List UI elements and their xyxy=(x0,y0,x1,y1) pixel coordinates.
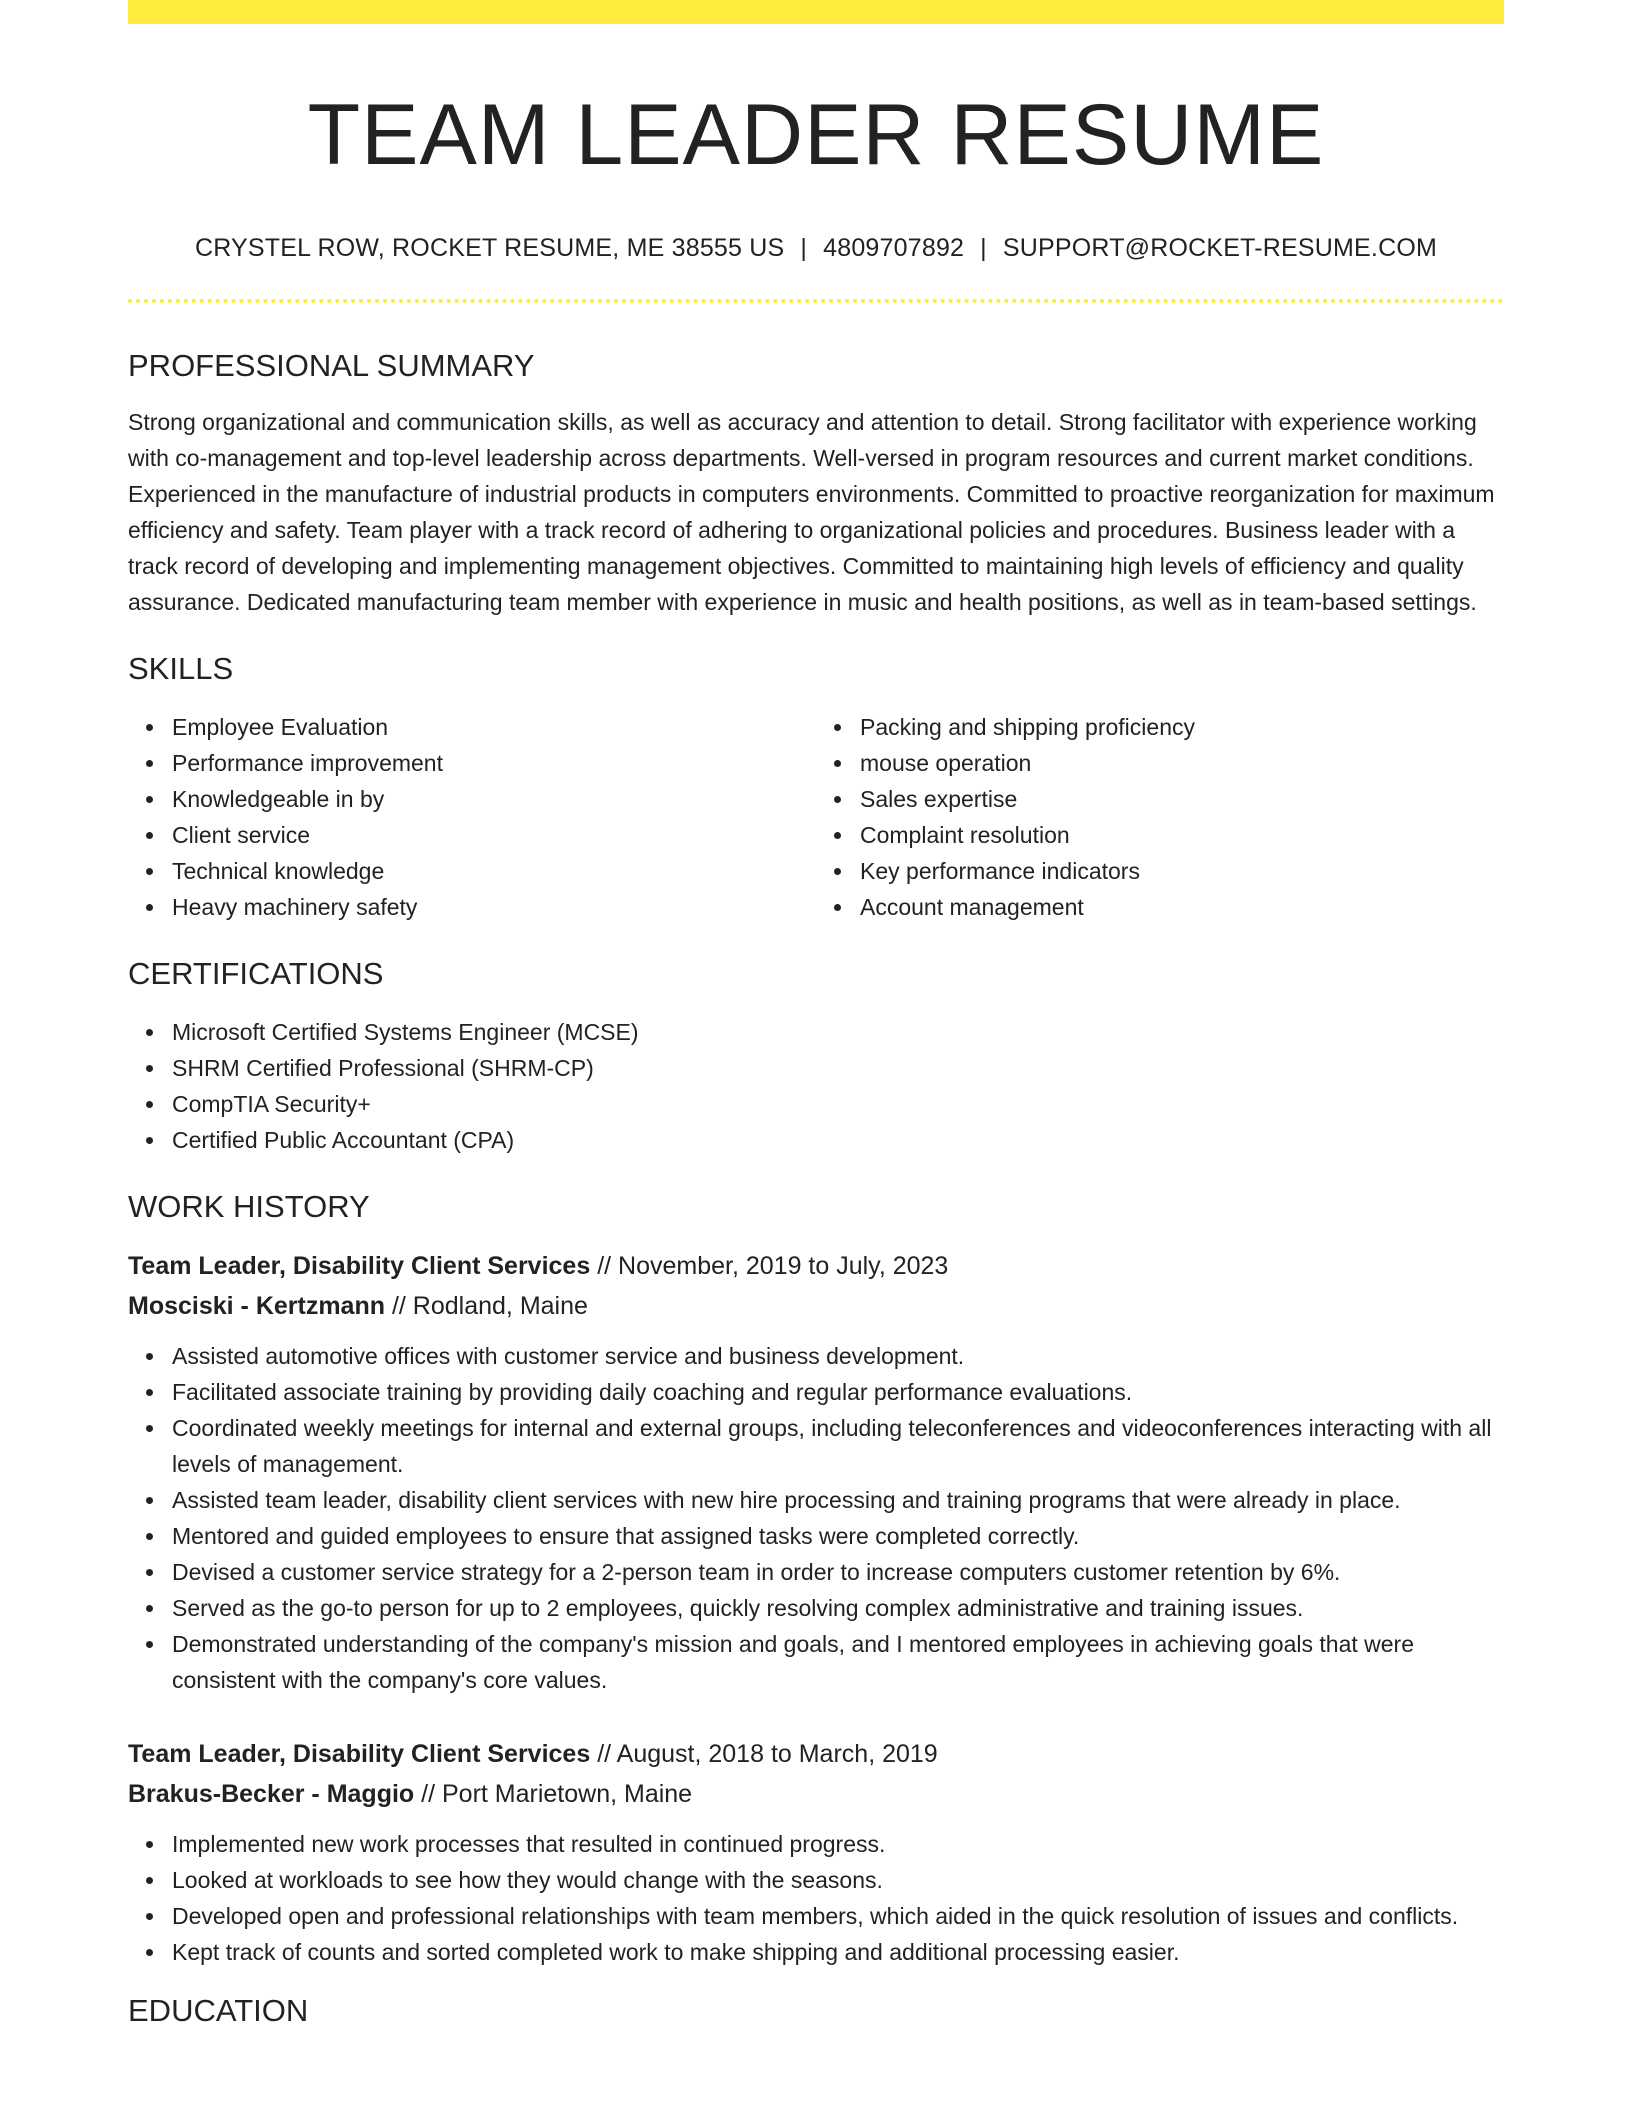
list-item: SHRM Certified Professional (SHRM-CP) xyxy=(172,1050,1504,1086)
contact-line xyxy=(128,233,1504,263)
resume-page xyxy=(128,0,1504,2029)
list-item: Looked at workloads to see how they would change with the seasons. xyxy=(172,1862,1504,1898)
list-item: Technical knowledge xyxy=(172,853,816,889)
job-entry xyxy=(128,1246,1504,1698)
list-item: Developed open and professional relationships with team members, which aided in the quick resolution of issues and conflicts. xyxy=(172,1898,1504,1934)
top-accent-bar xyxy=(128,0,1504,24)
job-title-line xyxy=(128,1734,1504,1774)
skills-list-right xyxy=(816,709,1504,925)
job-bullets xyxy=(128,1338,1504,1698)
list-item: Packing and shipping proficiency xyxy=(860,709,1504,745)
list-item: Kept track of counts and sorted completed work to make shipping and additional processing easier. xyxy=(172,1934,1504,1970)
list-item: Facilitated associate training by providing daily coaching and regular performance evaluations. xyxy=(172,1374,1504,1410)
contact-email[interactable]: SUPPORT@ROCKET-RESUME.COM xyxy=(1002,233,1438,262)
certifications-list xyxy=(128,1014,1504,1158)
job-dates: // August, 2018 to March, 2019 xyxy=(590,1739,938,1768)
job-company: Brakus-Becker - Maggio xyxy=(128,1779,415,1808)
list-item: Client service xyxy=(172,817,816,853)
list-item: Demonstrated understanding of the company's mission and goals, and I mentored employees in achieving goals that were consistent with the company's core values. xyxy=(172,1626,1504,1698)
job-location: // Port Marietown, Maine xyxy=(414,1779,693,1808)
job-company-line xyxy=(128,1286,1504,1326)
job-location: // Rodland, Maine xyxy=(385,1291,588,1320)
job-dates: // November, 2019 to July, 2023 xyxy=(590,1251,949,1280)
list-item: Knowledgeable in by xyxy=(172,781,816,817)
job-entry xyxy=(128,1734,1504,1970)
list-item: Heavy machinery safety xyxy=(172,889,816,925)
list-item: Assisted team leader, disability client services with new hire processing and training programs that were already in place. xyxy=(172,1482,1504,1518)
list-item: Performance improvement xyxy=(172,745,816,781)
work-history-heading: WORK HISTORY xyxy=(128,1189,370,1225)
contact-address: CRYSTEL ROW, ROCKET RESUME, ME 38555 US xyxy=(194,233,785,262)
job-company: Mosciski - Kertzmann xyxy=(128,1291,386,1320)
contact-phone[interactable]: 4809707892 xyxy=(823,233,965,262)
list-item: Sales expertise xyxy=(860,781,1504,817)
list-item: Complaint resolution xyxy=(860,817,1504,853)
list-item: Devised a customer service strategy for a 2-person team in order to increase computers customer retention by 6%. xyxy=(172,1554,1504,1590)
summary-text: Strong organizational and communication skills, as well as accuracy and attention to detail. Strong facilitator with experience working with co-management and top-level leadership across departments. Well-versed in program resources and current market conditions. Experienced in the manufacture of industrial products in computers environments. Committed to proactive reorganization for maximum efficiency and safety. Team player with a track record of adhering to organizational policies and procedures. Business leader with a track record of developing and implementing management objectives. Committed to maintaining high levels of efficiency and quality assurance. Dedicated manufacturing team member with experience in music and health positions, as well as in team-based settings. xyxy=(128,409,1495,616)
job-title: Team Leader, Disability Client Services xyxy=(128,1739,591,1768)
list-item: Employee Evaluation xyxy=(172,709,816,745)
list-item: Microsoft Certified Systems Engineer (MCSE) xyxy=(172,1014,1504,1050)
list-item: Account management xyxy=(860,889,1504,925)
dotted-divider xyxy=(128,299,1504,303)
summary-heading: PROFESSIONAL SUMMARY xyxy=(128,347,535,383)
skills-grid xyxy=(128,709,1504,925)
list-item: CompTIA Security+ xyxy=(172,1086,1504,1122)
list-item: mouse operation xyxy=(860,745,1504,781)
certifications-heading: CERTIFICATIONS xyxy=(128,956,384,992)
resume-title: TEAM LEADER RESUME xyxy=(307,87,1325,183)
contact-separator: | xyxy=(800,233,808,262)
list-item: Certified Public Accountant (CPA) xyxy=(172,1122,1504,1158)
list-item: Key performance indicators xyxy=(860,853,1504,889)
list-item: Assisted automotive offices with customer service and business development. xyxy=(172,1338,1504,1374)
list-item: Mentored and guided employees to ensure that assigned tasks were completed correctly. xyxy=(172,1518,1504,1554)
list-item: Coordinated weekly meetings for internal and external groups, including teleconferences and videoconferences interacting with all levels of management. xyxy=(172,1410,1504,1482)
list-item: Served as the go-to person for up to 2 employees, quickly resolving complex administrative and training issues. xyxy=(172,1590,1504,1626)
skills-list-left xyxy=(128,709,816,925)
job-title-line xyxy=(128,1246,1504,1286)
skills-heading: SKILLS xyxy=(128,651,234,687)
contact-separator: | xyxy=(980,233,987,262)
job-bullets xyxy=(128,1826,1504,1970)
job-company-line xyxy=(128,1774,1504,1814)
job-title: Team Leader, Disability Client Services xyxy=(128,1251,591,1280)
list-item: Implemented new work processes that resulted in continued progress. xyxy=(172,1826,1504,1862)
education-heading: EDUCATION xyxy=(128,1992,309,2028)
